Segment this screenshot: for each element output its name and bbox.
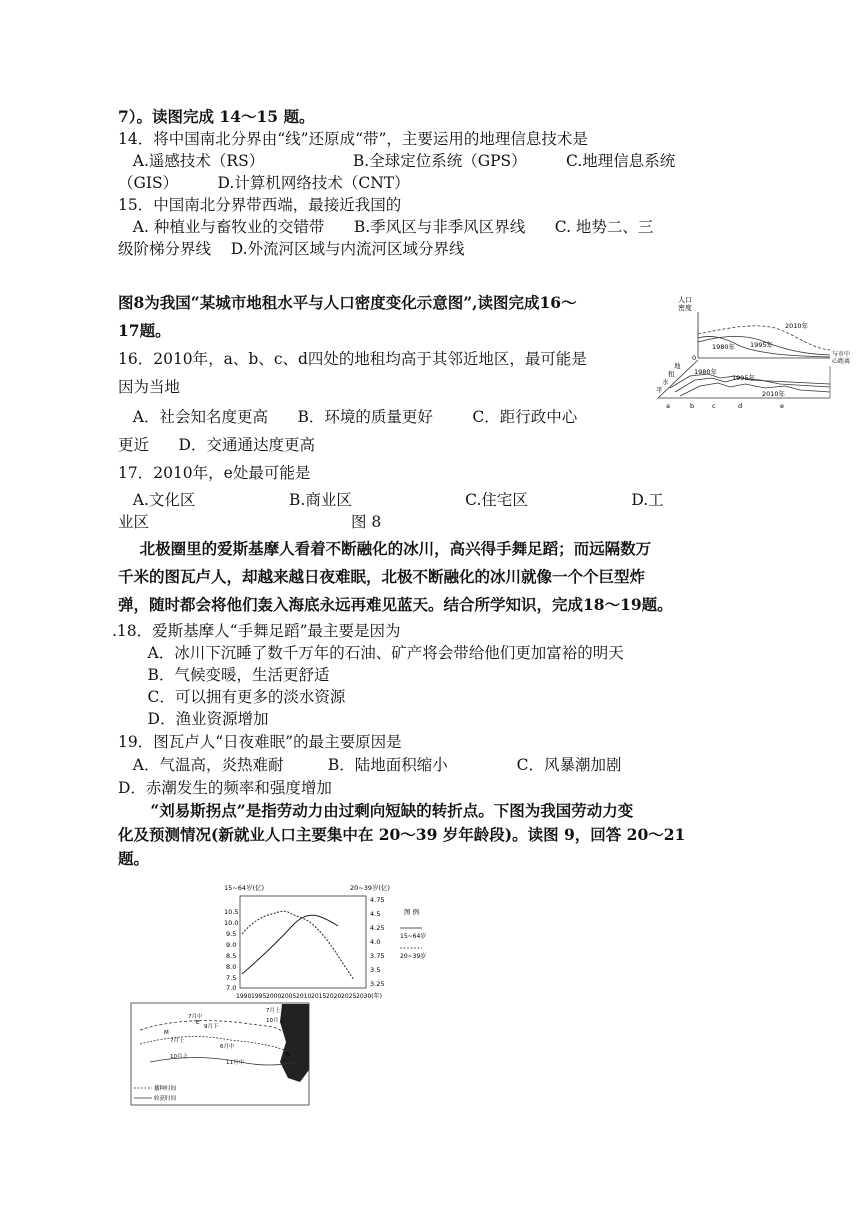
fig8-point-b: b	[690, 402, 695, 410]
fig9-xt-1: 1995	[251, 993, 267, 1000]
question-15-options-a: A. 种植业与畜牧业的交错带 B.季风区与非季风区界线 C. 地势二、三	[118, 218, 654, 236]
fig9-rt-4: 3.75	[370, 952, 385, 960]
fig9-line-15-64	[242, 915, 338, 974]
fig9-left-title: 15~64岁(亿)	[224, 884, 265, 892]
question-17-options: A.文化区 B.商业区 C.住宅区 D.工	[118, 491, 664, 509]
fig9-left-ticks	[224, 908, 238, 992]
question-15-options-b: 级阶梯分界线 D.外流河区域与内流河区域分界线	[118, 240, 465, 258]
fig8-intro-2: 17题。	[118, 321, 171, 340]
fig9-legend-dash: 20~39岁	[400, 953, 427, 960]
fig8-point-d: d	[738, 402, 743, 410]
map-label-m: M	[164, 1030, 169, 1036]
question-19: 19．图瓦卢人“日夜难眠”的最主要原因是	[118, 733, 402, 751]
fig8-rent-2010	[680, 383, 830, 396]
fig8-ylabel-bottom: 密度	[678, 304, 692, 312]
question-16-cont: 因为当地	[118, 378, 181, 396]
fig9-rt-6: 3.25	[370, 980, 385, 988]
map-legend-sow: 播种时间	[154, 1086, 177, 1092]
question-18-b: B．气候变暖，生活更舒适	[118, 666, 330, 684]
fig9-rt-0: 4.75	[370, 896, 385, 904]
question-16-options-b: 更近 D．交通通达度更高	[118, 436, 315, 454]
question-18-d: D．渔业资源增加	[118, 710, 269, 728]
fig8-top-1995: 1995年	[750, 341, 774, 349]
fig8-ylabel-top: 人口	[678, 296, 692, 304]
fig9-lt-4: 8.5	[226, 952, 237, 960]
fig8-rent-2: 租	[668, 370, 675, 378]
fig9-right-title: 20~39岁(亿)	[350, 884, 391, 892]
question-18: .18．爱斯基摩人“手舞足蹈”最主要是因为	[112, 622, 401, 640]
fig8-bottom-2010: 2010年	[762, 390, 786, 398]
question-18-c: C．可以拥有更多的淡水资源	[118, 688, 346, 706]
question-14-options-a: A.遥感技术（RS） B.全球定位系统（GPS） C.地理信息系统	[118, 152, 676, 170]
fig9-xt-0: 1990	[236, 993, 252, 1000]
fig9-x-ticks	[236, 992, 382, 1000]
fig8-point-e: e	[780, 402, 784, 410]
map-label-3: 9月下	[204, 1024, 219, 1030]
fig9-rt-5: 3.5	[370, 966, 381, 974]
fig8-origin: 0	[692, 354, 697, 362]
fig9-legend-solid: 15~64岁	[400, 933, 427, 940]
fig9-lt-3: 9.0	[226, 941, 237, 949]
map-label-n: N	[286, 1052, 291, 1058]
map-label-0: 7月中	[188, 1014, 203, 1020]
para-18-1: 北极圈里的爱斯基摩人看着不断融化的冰川，高兴得手舞足蹈；而远隔数万	[118, 539, 652, 558]
para-18-2: 千米的图瓦卢人，却越来越日夜难眠，北极不断融化的冰川就像一个个巨型炸	[118, 567, 646, 586]
fig9-line-20-39	[242, 911, 354, 980]
question-19-options-b: D．赤潮发生的频率和强度增加	[118, 779, 332, 797]
question-14-options-b: （GIS） D.计算机网络技术（CNT）	[118, 174, 410, 192]
fig8-top-2010: 2010年	[785, 322, 809, 330]
fig9-xt-6: 2020	[326, 993, 342, 1000]
map-label-4: 7月上	[170, 1038, 185, 1044]
fig8-rent-4: 平	[656, 386, 663, 394]
fig9-xt-5: 2015	[311, 993, 327, 1000]
fig8-point-a: a	[666, 402, 670, 410]
map-label-6: 10月上	[170, 1054, 188, 1060]
map-legend-harvest: 收获时间	[154, 1096, 177, 1102]
fig8-bottom-1980: 1980年	[694, 368, 718, 376]
fig8-intro-1: 图8为我国“某城市地租水平与人口密度变化示意图”,读图完成16～	[118, 293, 577, 312]
question-15: 15．中国南北分界带西端，最接近我国的	[118, 196, 402, 214]
question-16: 16．2010年，a、b、c、d四处的地租均高于其邻近地区，最可能是	[118, 350, 587, 368]
fig8-rent-3: 水	[662, 378, 669, 386]
fig8-point-c: c	[712, 402, 716, 410]
question-16-options-a: A．社会知名度更高 B．环境的质量更好 C．距行政中心	[118, 408, 578, 426]
para-20-2: 化及预测情况(新就业人口主要集中在 20～39 岁年龄段)。读图 9，回答 20～21	[118, 825, 686, 844]
para-20-3: 题。	[118, 849, 150, 868]
fig9-legend-title: 图 例	[404, 908, 420, 916]
question-19-options-a: A．气温高，炎热难耐 B．陆地面积缩小 C．风暴潮加剧	[118, 756, 622, 774]
question-14: 14．将中国南北分界由“线”还原成“带”，主要运用的地理信息技术是	[118, 130, 588, 148]
map-label-e: E	[196, 1020, 200, 1026]
question-18-a: A．冰川下沉睡了数千万年的石油、矿产将会带给他们更加富裕的明天	[118, 644, 624, 662]
fig9-lt-2: 9.5	[226, 930, 237, 938]
fig9-rt-3: 4.0	[370, 938, 381, 946]
para-20-1: “刘易斯拐点”是指劳动力由过剩向短缺的转折点。下图为我国劳动力变	[118, 801, 634, 820]
fig9-xt-8: 2030(年)	[356, 993, 382, 1000]
fig8-rent-1: 地	[674, 362, 681, 370]
map-label-7: 11月中	[226, 1060, 244, 1066]
fig9-lt-5: 8.0	[226, 963, 237, 971]
fig9-lt-7: 7.0	[226, 984, 237, 992]
map-label-2: 10月上	[266, 1018, 284, 1024]
fig9-xt-7: 2025	[341, 993, 357, 1000]
fig9-lt-0: 10.5	[224, 908, 239, 916]
question-17: 17．2010年，e处最可能是	[118, 464, 311, 482]
fig9-rt-2: 4.25	[370, 924, 385, 932]
question-17-options-b: 业区 图 8	[118, 513, 382, 531]
para-18-3: 弹，随时都会将他们轰入海底永远再难见蓝天。结合所学知识，完成18～19题。	[118, 595, 673, 614]
fig8-xlabel-2: 心距离	[832, 358, 850, 365]
fig8-top-1980: 1980年	[712, 343, 736, 351]
map-label-5: 6月中	[220, 1044, 235, 1050]
fig9-rt-1: 4.5	[370, 910, 381, 918]
fig8-bottom-1995: 1995年	[732, 374, 756, 382]
fig9-xt-2: 2000	[266, 993, 282, 1000]
figure-9-labor-force	[222, 882, 462, 1002]
fig8-xlabel-1: 与市中	[832, 351, 850, 358]
figure-8-rent-density	[650, 292, 850, 412]
fig9-xt-4: 2010	[296, 993, 312, 1000]
fig9-xt-3: 2005	[281, 993, 297, 1000]
map-label-1: 7月上	[266, 1008, 281, 1014]
fig9-right-ticks	[370, 896, 384, 988]
crop-season-map	[130, 1002, 310, 1106]
fig9-plot-area	[240, 896, 366, 988]
fig9-lt-1: 10.0	[224, 919, 239, 927]
line-1: 7）。读图完成 14～15 题。	[118, 107, 315, 126]
fig9-lt-6: 7.5	[226, 974, 237, 982]
